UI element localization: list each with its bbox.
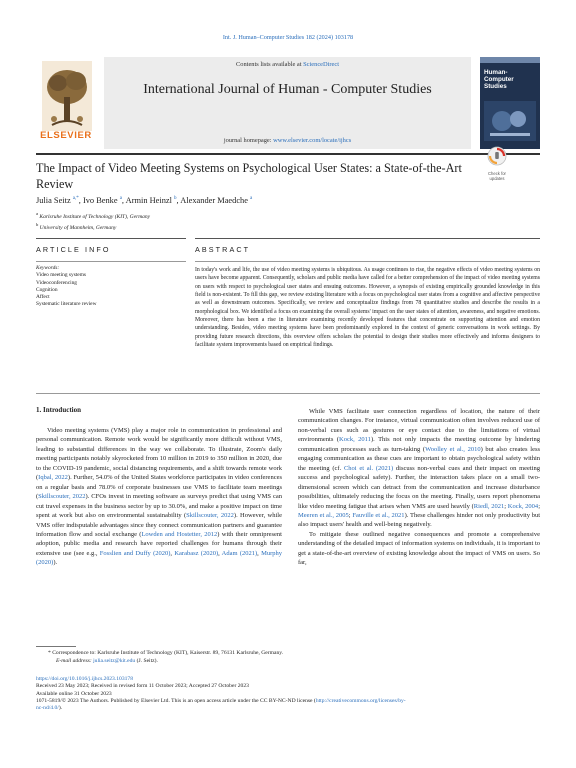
article-metadata [36, 676, 540, 712]
elsevier-tree-logo [42, 61, 92, 131]
email-link[interactable]: julia.seitz@kit.edu [93, 657, 136, 664]
section-heading-introduction: 1. Introduction [36, 406, 81, 414]
body-text: ) with their omnipresent adoption, public media and research have reported challenges for humans through their extensive use (see e.g., [36, 530, 282, 557]
check-for-updates-icon [487, 146, 507, 166]
author-name[interactable]: Julia Seitz [36, 196, 71, 205]
citation-link[interactable]: Skillscouter, 2022 [186, 512, 234, 520]
body-text: ; [538, 502, 540, 510]
journal-name: International Journal of Human - Computer Studies [143, 82, 432, 97]
doi-link[interactable]: https://doi.org/10.1016/j.ijhcs.2023.103178 [36, 676, 134, 682]
affiliation-marker: b [36, 222, 39, 228]
license-line [36, 698, 540, 705]
abstract-heading: ABSTRACT [195, 245, 251, 254]
affiliation-text: Karlsruhe Institute of Technology (KIT), Germany [39, 213, 151, 220]
journal-reference[interactable]: Int. J. Human–Computer Studies 182 (2024) 103178 [222, 34, 354, 41]
journal-masthead [36, 57, 540, 152]
cover-title: Human- Computer Studies [484, 69, 514, 90]
article-title: The Impact of Video Meeting Systems on Psychological User States: a State-of-the-Art Review [36, 161, 462, 191]
footnote-rule [36, 646, 76, 647]
publisher-name: ELSEVIER [40, 130, 92, 141]
citation-link[interactable]: Fosslien and Duffy (2020) [99, 549, 171, 557]
body-text: Video meeting systems (VMS) play a major role in communication in professional and personal communication. Remote work would be significantly more difficult without VMS, leading to substantial differences in the way we collaborate. To illustrate, Zoom's daily meeting participants notably skyrocketed from 10 million in 2019 to 350 million in 2020, due to the COVID-19 pandemic, social distancing requirements, and a shift towards remote work ( [36, 427, 282, 482]
body-text: ). However, while VMS offer indisputable advantages since they connect communication partners and guarantee information flow and social exchange ( [36, 512, 283, 538]
check-for-updates-label: Check for updates [488, 171, 506, 181]
available-online: Available online 31 October 2023 [36, 690, 112, 697]
keywords-block [36, 265, 186, 309]
affiliations [36, 210, 436, 233]
body-divider [36, 393, 540, 394]
article-info-top-rule [36, 238, 186, 239]
license-line-2 [36, 705, 540, 712]
license-link[interactable]: http://creativecommons.org/licenses/by- [315, 697, 406, 704]
citation-link[interactable]: Woolley et al., 2010 [425, 445, 481, 453]
footnote-text: Correspondence to: Karlsruhe Institute of Technology (KIT), Kaiserstr. 89, 76131 Karlsruhe, Germany. [52, 650, 284, 656]
author-name[interactable]: Armin Heinzl [125, 196, 172, 205]
license-suffix: ). [58, 705, 63, 712]
citation-link[interactable]: Choi et al. (2021) [343, 464, 394, 472]
article-info-rule [36, 261, 186, 262]
body-text: To mitigate these outlined negative consequences and promote a comprehensive understanding of the detailed impact of information systems on individuals, it is important to get a state-of-the-art overview of existing knowledge about the impact of VMS on users. So far, [298, 530, 540, 567]
homepage-prefix: journal homepage: [223, 137, 274, 144]
elsevier-logo[interactable] [36, 57, 96, 149]
email-label: E-mail address: [56, 657, 92, 664]
body-text: , [170, 549, 175, 557]
citation-link[interactable]: Meeren et al., 2005 [298, 511, 349, 519]
body-text: ). These challenges hinder not only productivity but also impact users' health and well-being negatively. [298, 511, 541, 529]
footnote-marker: * [48, 650, 51, 656]
body-text: ) but also creates less engaging communication as these cues are important to obtain psychological safety within the meeting (cf. [298, 445, 541, 472]
abstract-rule [195, 261, 540, 262]
keywords-title: Keywords: [36, 265, 60, 271]
body-text: ). Further, 54.0% of the United States workforce participates in video conferences on a regular basis and 78.0% of corporate businesses use VMS to facilitate team meetings ( [36, 474, 282, 501]
citation-link[interactable]: Murphy (2020) [36, 549, 283, 567]
footnote-line [48, 650, 518, 658]
cover-band [480, 57, 540, 63]
correspondence-footnote [48, 650, 518, 665]
keyword: Cognition [36, 286, 58, 293]
keyword: Systematic literature review [36, 301, 97, 308]
license-link-continued[interactable]: nc-nd/4.0/ [36, 705, 59, 712]
keyword: Affect [36, 294, 50, 301]
body-text: discuss non-verbal cues and their impact on meeting success and psychological safety). Further, the interaction takes place on a small two-dimensional screen which can detract from the communication and increase disturbance possibilities, ultimately reducing the focus on the meeting. Finally, users report phenomena like video meeting fatigue that arises when VMS are used heavily ( [298, 464, 541, 510]
sciencedirect-link[interactable]: ScienceDirect [303, 61, 339, 68]
body-paragraph [36, 426, 282, 568]
citation-link[interactable]: Kock, 2011 [339, 436, 371, 444]
author-name[interactable]: Alexander Maedche [180, 196, 248, 205]
author-affiliation-marker[interactable]: a [250, 196, 253, 202]
author-name[interactable]: Ivo Benke [82, 196, 118, 205]
body-text: , [218, 549, 222, 557]
contents-prefix: Contents lists available at [236, 61, 304, 68]
body-text: ; [348, 511, 353, 519]
affiliation [36, 221, 436, 232]
footnote-email-line [48, 658, 518, 666]
affiliation [36, 210, 436, 221]
keyword: Video meeting systems [36, 272, 86, 279]
masthead-divider [36, 153, 540, 155]
received-dates: Received 23 May 2023; Received in revised form 11 October 2023; Accepted 27 October 2023 [36, 683, 249, 690]
abstract-top-rule [195, 238, 540, 239]
body-text: , [257, 549, 262, 557]
contents-line [104, 61, 471, 68]
keyword: Videoconferencing [36, 279, 77, 286]
affiliation-marker: a [36, 211, 39, 216]
masthead-banner [104, 57, 471, 149]
check-for-updates-button[interactable] [482, 146, 512, 180]
article-info-heading: ARTICLE INFO [36, 245, 111, 254]
body-text: ). This not only impacts the meeting outcome by hindering communication processes such as turn-taking ( [298, 436, 541, 453]
homepage-line [104, 137, 471, 144]
author-list: Julia Seitz $^{a,*}$, Ivo Benke $^a$, Armin Heinzl $^b$, Alexander Maedche $^a$ [36, 196, 253, 205]
cover-art-icon [484, 101, 536, 141]
body-column-right [298, 407, 540, 568]
abstract-text: In today's work and life, the use of video meeting systems is ubiquitous. As usage continues to rise, the negative effects of video meeting systems on users have become apparent. Consequently, scholars and public media have called for a better comprehension of the impact of video meeting systems on users with respect to psychological user states and ensuing outcomes. However, a synopsis of existing empirically grounded knowledge in this field is non-existent. To fill this gap, we review existing literature with a focus on psychological user states from a cognitive and affective perspective as well as downstream outcomes. Specifically, we review and conceptualize findings from 78 quantitative studies and describe the results in a morphological box. We identified a focus on examining the overall systems' impact on the user states of attention, awareness, and negative emotions. Moreover, there has been a rise in literature examining recently developed features that concentrate on supporting attention and emotion understanding. Besides, video meeting systems have been predominantly explored in the context of generic conversations in work settings. By providing future research directions, this overview offers scholars the potential to design their studies more effectively and informs designers to facilitate system improvements based on empirical findings. [195, 267, 540, 349]
email-suffix: (J. Seitz). [135, 657, 158, 664]
citation-link[interactable]: Karabasz (2020) [174, 549, 219, 557]
citation-link[interactable]: Fauville et al., 2021 [352, 511, 405, 519]
journal-cover[interactable] [480, 57, 540, 149]
license-prefix: 1071-5819/© 2023 The Authors. Published by Elsevier Ltd. This is an open access article under the CC BY-NC-ND license ( [36, 697, 316, 704]
citation-link[interactable]: Kock, 2004 [507, 502, 539, 510]
citation-link[interactable]: Riedl, 2021 [473, 502, 505, 510]
affiliation-text: University of Mannheim, Germany [39, 225, 117, 232]
body-paragraph [298, 407, 540, 530]
body-text: ). [53, 559, 58, 567]
citation-link[interactable]: Skillscouter, 2022 [38, 493, 86, 501]
author-affiliation-marker[interactable]: a,* [72, 196, 79, 202]
body-text: ). CFOs invest in meeting software as surveys predict that using VMS can cut travel expenses in the business sector by up to 30.0%, and make a positive impact on time spent at work but also on environmental sustainability ( [36, 493, 282, 520]
body-column-left [36, 426, 282, 568]
body-text: ; [504, 502, 508, 510]
journal-homepage-link[interactable]: www.elsevier.com/locate/ijhcs [273, 137, 352, 144]
body-paragraph [298, 530, 540, 568]
author-affiliation-marker[interactable]: a [119, 196, 122, 202]
body-text: While VMS facilitate user connection regardless of location, the nature of their communication changes. For instance, virtual communication often involves reduced use of non-verbal cues such as gestures or eye contact due to the limitations of virtual environments ( [298, 408, 540, 444]
author-affiliation-marker[interactable]: b [174, 196, 177, 202]
citation-link[interactable]: Iqbal, 2022 [38, 474, 68, 482]
citation-link[interactable]: Lowden and Hostetter, 2012 [141, 530, 218, 538]
citation-link[interactable]: Adam (2021) [221, 549, 258, 557]
